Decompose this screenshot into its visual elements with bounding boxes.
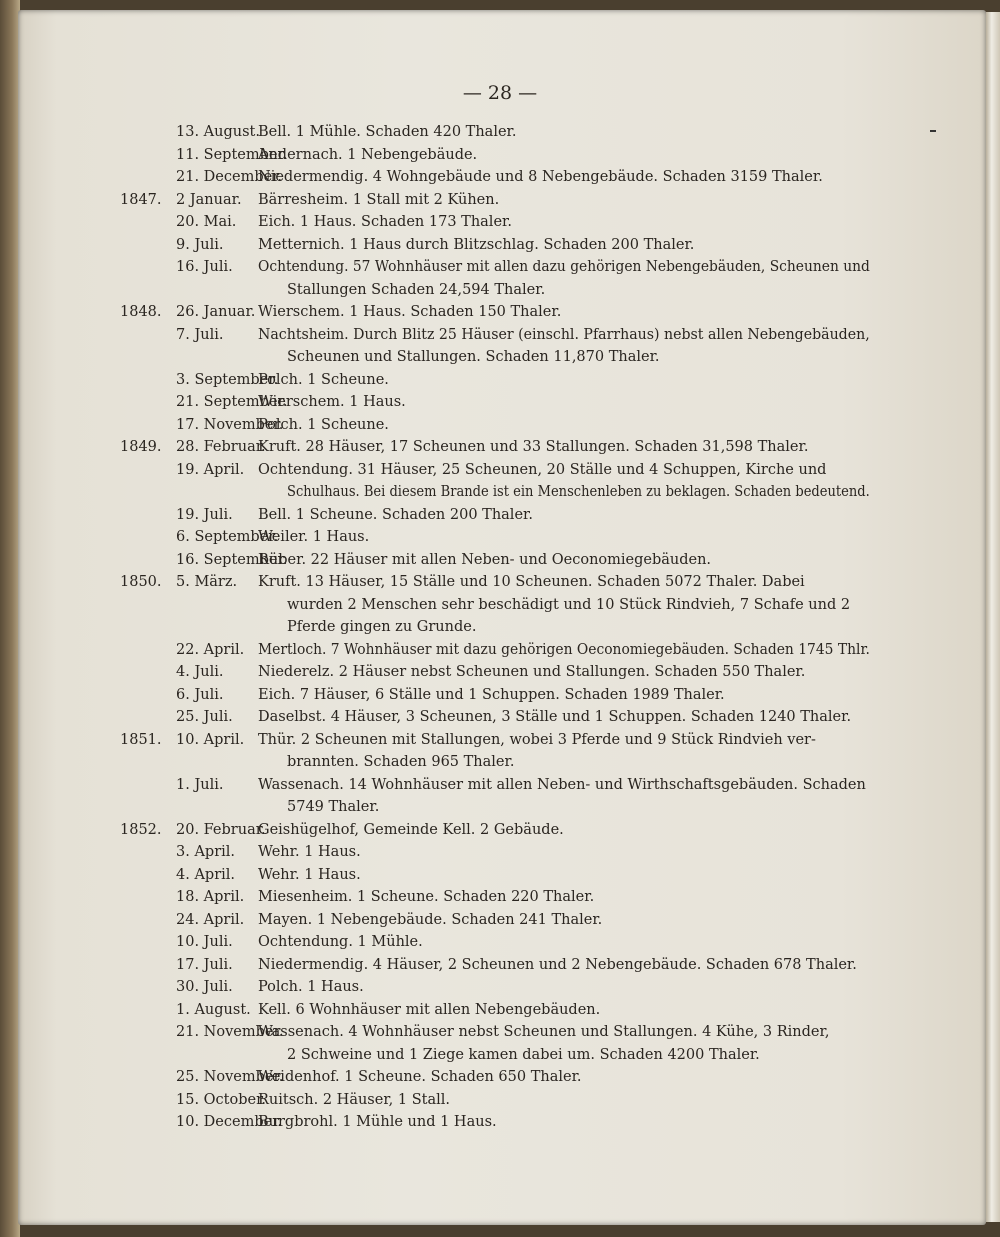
entry-date: 28. Februar.	[176, 439, 266, 455]
entry-text: Wehr. 1 Haus.	[258, 844, 361, 860]
entry-date: 4. Juli.	[176, 664, 224, 680]
entry-date: 11. September.	[176, 146, 288, 163]
entry-date: 1. August.	[176, 1001, 251, 1018]
entry-text: Bärresheim. 1 Stall mit 2 Kühen.	[258, 191, 500, 208]
entry-date: 18. April.	[176, 889, 245, 905]
entry-date: 5. März.	[176, 574, 238, 590]
entry-text: Mertloch. 7 Wohnhäuser mit dazu gehörigen Oeconomiegebäuden. Schaden 1745 Thlr.	[258, 641, 870, 658]
entry-text: Kruft. 28 Häuser, 17 Scheunen und 33 Stallungen. Schaden 31,598 Thaler.	[258, 439, 809, 455]
entry-year: 1849.	[120, 439, 162, 455]
entry-text: Niederelz. 2 Häuser nebst Scheunen und Stallungen. Schaden 550 Thaler.	[258, 664, 806, 680]
entry-continuation: 2 Schweine und 1 Ziege kamen dabei um. Schaden 4200 Thaler.	[287, 1046, 760, 1063]
entry-date: 7. Juli.	[176, 326, 224, 343]
entry-continuation: 5749 Thaler.	[287, 799, 380, 815]
entry-continuation: brannten. Schaden 965 Thaler.	[287, 754, 515, 770]
entry-date: 20. Februar.	[176, 821, 266, 838]
entry-year: 1851.	[120, 731, 162, 748]
entry-continuation: Schulhaus. Bei diesem Brande ist ein Menschenleben zu beklagen. Schaden bedeutend.	[287, 484, 870, 500]
entry-date: 1. Juli.	[176, 776, 224, 793]
entry-date: 10. December.	[176, 1114, 283, 1130]
entry-date: 26. Januar.	[176, 304, 256, 320]
entry-continuation: Stallungen Schaden 24,594 Thaler.	[287, 281, 546, 298]
entry-text: Eich. 1 Haus. Schaden 173 Thaler.	[258, 214, 512, 230]
entry-date: 15. October.	[176, 1091, 267, 1108]
entry-year: 1852.	[120, 821, 162, 838]
entry-text: Niedermendig. 4 Wohngebäude und 8 Nebengebäude. Schaden 3159 Thaler.	[258, 169, 823, 185]
entry-date: 3. September.	[176, 371, 279, 388]
entry-text: Polch. 1 Scheune.	[258, 416, 389, 433]
entry-text: Thür. 2 Scheunen mit Stallungen, wobei 3 Pferde und 9 Stück Rindvieh ver-	[258, 731, 816, 748]
entry-text: Polch. 1 Scheune.	[258, 371, 389, 388]
entry-year: 1847.	[120, 191, 162, 208]
entry-text: Polch. 1 Haus.	[258, 979, 364, 995]
page-number: — 28 —	[462, 82, 538, 104]
entry-text: Weiler. 1 Haus.	[258, 529, 370, 545]
entry-date: 13. August.	[176, 124, 260, 140]
entry-text: Ochtendung. 1 Mühle.	[258, 934, 423, 950]
entry-continuation: wurden 2 Menschen sehr beschädigt und 10 Stück Rindvieh, 7 Schafe und 2	[287, 596, 851, 613]
entry-text: Kell. 6 Wohnhäuser mit allen Nebengebäuden.	[258, 1001, 601, 1018]
entry-text: Wehr. 1 Haus.	[258, 866, 361, 883]
entry-continuation: Pferde gingen zu Grunde.	[287, 619, 477, 635]
entry-date: 20. Mai.	[176, 214, 237, 230]
entry-date: 16. Juli.	[176, 259, 233, 275]
entry-date: 21. September.	[176, 394, 288, 410]
entry-date: 4. April.	[176, 866, 236, 883]
entry-date: 9. Juli.	[176, 236, 224, 253]
entry-text: Ruitsch. 2 Häuser, 1 Stall.	[258, 1091, 451, 1108]
entry-date: 21. November.	[176, 1024, 284, 1040]
entry-text: Wassenach. 4 Wohnhäuser nebst Scheunen und Stallungen. 4 Kühe, 3 Rinder,	[258, 1024, 830, 1040]
entry-text: Nachtsheim. Durch Blitz 25 Häuser (einschl. Pfarrhaus) nebst allen Nebengebäuden,	[258, 326, 870, 343]
entry-text: Ochtendung. 31 Häuser, 25 Scheunen, 20 Ställe und 4 Schuppen, Kirche und	[258, 461, 827, 478]
entry-date: 30. Juli.	[176, 979, 233, 995]
entry-text: Bell. 1 Scheune. Schaden 200 Thaler.	[258, 506, 533, 523]
entry-date: 21. December.	[176, 169, 283, 185]
entry-text: Bell. 1 Mühle. Schaden 420 Thaler.	[258, 124, 517, 140]
entry-text: Burgbrohl. 1 Mühle und 1 Haus.	[258, 1114, 497, 1130]
entry-continuation: Scheunen und Stallungen. Schaden 11,870 Thaler.	[287, 349, 660, 365]
entry-text: Kruft. 13 Häuser, 15 Ställe und 10 Scheunen. Schaden 5072 Thaler. Dabei	[258, 574, 805, 590]
entry-date: 25. November.	[176, 1069, 284, 1085]
entry-text: Ochtendung. 57 Wohnhäuser mit allen dazu gehörigen Nebengebäuden, Scheunen und	[258, 259, 870, 275]
entry-date: 6. Juli.	[176, 686, 224, 703]
entry-year: 1848.	[120, 304, 162, 320]
entry-date: 10. April.	[176, 731, 245, 748]
entry-text: Andernach. 1 Nebengebäude.	[258, 146, 478, 163]
entry-text: Daselbst. 4 Häuser, 3 Scheunen, 3 Ställe und 1 Schuppen. Schaden 1240 Thaler.	[258, 709, 852, 725]
entry-date: 22. April.	[176, 641, 245, 658]
entry-text: Miesenheim. 1 Scheune. Schaden 220 Thaler.	[258, 889, 595, 905]
entry-date: 19. Juli.	[176, 506, 233, 523]
entry-date: 16. September.	[176, 551, 288, 568]
entry-text: Rüber. 22 Häuser mit allen Neben- und Oeconomiegebäuden.	[258, 551, 712, 568]
entry-year: 1850.	[120, 574, 162, 590]
entry-date: 17. November.	[176, 416, 284, 433]
entry-date: 25. Juli.	[176, 709, 233, 725]
entry-date: 24. April.	[176, 911, 245, 928]
entry-date: 10. Juli.	[176, 934, 233, 950]
entry-date: 3. April.	[176, 844, 236, 860]
entry-date: 6. September.	[176, 529, 279, 545]
entry-date: 2 Januar.	[176, 191, 242, 208]
entry-text: Geishügelhof, Gemeinde Kell. 2 Gebäude.	[258, 821, 564, 838]
entry-text: Wierschem. 1 Haus.	[258, 394, 406, 410]
entry-text: Wierschem. 1 Haus. Schaden 150 Thaler.	[258, 304, 562, 320]
entry-text: Eich. 7 Häuser, 6 Ställe und 1 Schuppen. Schaden 1989 Thaler.	[258, 686, 725, 703]
entry-text: Wassenach. 14 Wohnhäuser mit allen Neben- und Wirthschaftsgebäuden. Schaden	[258, 776, 866, 793]
entry-text: Niedermendig. 4 Häuser, 2 Scheunen und 2 Nebengebäude. Schaden 678 Thaler.	[258, 956, 857, 973]
entry-text: Mayen. 1 Nebengebäude. Schaden 241 Thaler.	[258, 911, 603, 928]
entry-text: Metternich. 1 Haus durch Blitzschlag. Schaden 200 Thaler.	[258, 236, 695, 253]
entry-date: 19. April.	[176, 461, 245, 478]
entry-date: 17. Juli.	[176, 956, 233, 973]
entry-text: Weidenhof. 1 Scheune. Schaden 650 Thaler.	[258, 1069, 582, 1085]
